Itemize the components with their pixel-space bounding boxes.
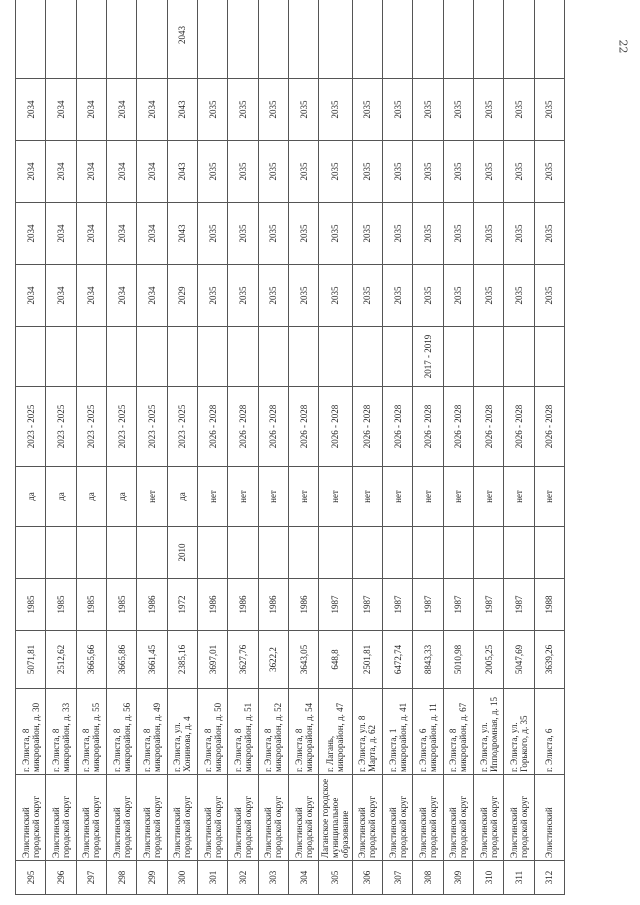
schedule-cell: 2035 [228, 79, 258, 141]
address-cell: г. Элиста, 8 микрорайон, д. 51 [228, 689, 258, 775]
housing-repair-table [15, 0, 565, 895]
schedule-cell: 2043 [167, 203, 197, 265]
repair-year-cell [413, 527, 443, 579]
repair-year-cell [197, 527, 227, 579]
row-number-cell: 311 [504, 861, 534, 895]
table-row [319, 0, 352, 895]
row-number-cell: 304 [288, 861, 318, 895]
page-number: 22 [616, 39, 630, 54]
year-built-cell: 1987 [319, 579, 352, 631]
address-cell: г. Элиста, 6 микрорайон, д. 11 [413, 689, 443, 775]
schedule-cell: 2035 [413, 141, 443, 203]
row-number-cell: 306 [352, 861, 382, 895]
district-cell: Элистинский городской округ [352, 775, 382, 861]
repair-year-cell [46, 527, 76, 579]
schedule-cell: 2035 [197, 141, 227, 203]
repair-need-cell: да [167, 467, 197, 527]
district-cell: Элистинский городской округ [443, 775, 473, 861]
year-built-cell: 1985 [46, 579, 76, 631]
schedule-cell: 2034 [46, 79, 76, 141]
schedule-cell [137, 327, 167, 387]
schedule-cell: 2035 [504, 203, 534, 265]
repair-need-cell: нет [228, 467, 258, 527]
area-cell: 5010,98 [443, 631, 473, 689]
table-row [197, 0, 227, 895]
schedule-cell: 2034 [106, 79, 136, 141]
schedule-cell: 2035 [443, 265, 473, 327]
area-cell: 3665,66 [76, 631, 106, 689]
repair-year-cell [352, 527, 382, 579]
rotated-table-wrapper [15, 5, 565, 895]
row-number-cell: 297 [76, 861, 106, 895]
schedule-cell: 2035 [352, 79, 382, 141]
year-built-cell: 1987 [473, 579, 503, 631]
row-number-cell: 301 [197, 861, 227, 895]
schedule-cell: 2035 [534, 141, 564, 203]
schedule-cell: 2035 [534, 265, 564, 327]
schedule-cell [443, 327, 473, 387]
schedule-cell: 2034 [106, 141, 136, 203]
repair-need-cell: нет [258, 467, 288, 527]
row-number-cell: 300 [167, 861, 197, 895]
address-cell: г. Элиста, 8 микрорайон, д. 55 [76, 689, 106, 775]
area-cell: 3665,86 [106, 631, 136, 689]
area-cell: 3643,05 [288, 631, 318, 689]
schedule-cell: 2035 [473, 79, 503, 141]
schedule-cell: 2034 [46, 203, 76, 265]
schedule-cell: 2035 [473, 265, 503, 327]
repair-year-cell [76, 527, 106, 579]
schedule-cell: 2035 [382, 203, 412, 265]
schedule-cell: 2035 [473, 141, 503, 203]
repair-period-cell: 2026 - 2028 [288, 387, 318, 467]
table-row [288, 0, 318, 895]
schedule-cell: 2035 [382, 79, 412, 141]
area-cell: 8843,33 [413, 631, 443, 689]
schedule-cell: 2035 [504, 79, 534, 141]
repair-need-cell: нет [473, 467, 503, 527]
schedule-cell [473, 327, 503, 387]
district-cell: Лаганское городское муниципальное образование [319, 775, 352, 861]
schedule-cell [197, 327, 227, 387]
year-built-cell: 1986 [137, 579, 167, 631]
schedule-cell: 2035 [197, 203, 227, 265]
repair-period-cell: 2026 - 2028 [443, 387, 473, 467]
schedule-cell [319, 327, 352, 387]
schedule-cell: 2035 [534, 203, 564, 265]
table-row [137, 0, 167, 895]
area-cell: 2385,16 [167, 631, 197, 689]
row-number-cell: 295 [16, 861, 46, 895]
address-cell: г. Элиста, 8 микрорайон, д. 54 [288, 689, 318, 775]
repair-period-cell: 2026 - 2028 [413, 387, 443, 467]
repair-year-cell [228, 527, 258, 579]
schedule-cell [473, 0, 503, 79]
area-cell: 5047,69 [504, 631, 534, 689]
schedule-cell: 2043 [167, 79, 197, 141]
table-row [473, 0, 503, 895]
schedule-cell: 2035 [228, 265, 258, 327]
address-cell: г. Элиста, 8 микрорайон, д. 30 [16, 689, 46, 775]
schedule-cell [352, 327, 382, 387]
schedule-cell: 2035 [319, 265, 352, 327]
repair-period-cell: 2023 - 2025 [16, 387, 46, 467]
repair-year-cell: 2010 [167, 527, 197, 579]
schedule-cell: 2043 [167, 0, 197, 79]
schedule-cell: 2034 [106, 265, 136, 327]
year-built-cell: 1988 [534, 579, 564, 631]
district-cell: Элистинский городской округ [228, 775, 258, 861]
district-cell: Элистинский [534, 775, 564, 861]
schedule-cell: 2035 [352, 265, 382, 327]
schedule-cell: 2035 [319, 203, 352, 265]
schedule-cell: 2035 [228, 141, 258, 203]
repair-year-cell [288, 527, 318, 579]
schedule-cell: 2035 [197, 79, 227, 141]
repair-year-cell [137, 527, 167, 579]
table-row [106, 0, 136, 895]
row-number-cell: 312 [534, 861, 564, 895]
table-row [46, 0, 76, 895]
schedule-cell: 2035 [443, 79, 473, 141]
area-cell: 648,8 [319, 631, 352, 689]
area-cell: 5071,81 [16, 631, 46, 689]
repair-need-cell: нет [413, 467, 443, 527]
year-built-cell: 1985 [16, 579, 46, 631]
year-built-cell: 1986 [288, 579, 318, 631]
district-cell: Элистинский городской округ [382, 775, 412, 861]
schedule-cell: 2035 [382, 141, 412, 203]
table-row [16, 0, 46, 895]
schedule-cell [352, 0, 382, 79]
repair-period-cell: 2026 - 2028 [228, 387, 258, 467]
schedule-cell [197, 0, 227, 79]
schedule-cell: 2034 [16, 265, 46, 327]
repair-need-cell: да [16, 467, 46, 527]
schedule-cell [382, 327, 412, 387]
row-number-cell: 298 [106, 861, 136, 895]
schedule-cell [504, 327, 534, 387]
area-cell: 3622,2 [258, 631, 288, 689]
schedule-cell [167, 327, 197, 387]
schedule-cell: 2034 [137, 265, 167, 327]
repair-period-cell: 2023 - 2025 [76, 387, 106, 467]
schedule-cell: 2035 [413, 265, 443, 327]
schedule-cell [46, 327, 76, 387]
schedule-cell: 2035 [504, 141, 534, 203]
schedule-cell: 2035 [288, 203, 318, 265]
repair-year-cell [106, 527, 136, 579]
year-built-cell: 1985 [106, 579, 136, 631]
repair-need-cell: да [46, 467, 76, 527]
schedule-cell: 2034 [46, 265, 76, 327]
table-row [76, 0, 106, 895]
schedule-cell [137, 0, 167, 79]
repair-period-cell: 2023 - 2025 [167, 387, 197, 467]
schedule-cell: 2035 [382, 265, 412, 327]
schedule-cell: 2035 [352, 203, 382, 265]
repair-need-cell: нет [137, 467, 167, 527]
row-number-cell: 310 [473, 861, 503, 895]
district-cell: Элистинский городской округ [76, 775, 106, 861]
schedule-cell: 2035 [228, 203, 258, 265]
area-cell: 3639,26 [534, 631, 564, 689]
repair-period-cell: 2023 - 2025 [137, 387, 167, 467]
schedule-cell: 2035 [534, 79, 564, 141]
schedule-cell: 2035 [258, 203, 288, 265]
table-row [382, 0, 412, 895]
schedule-cell [228, 327, 258, 387]
repair-period-cell: 2023 - 2025 [46, 387, 76, 467]
schedule-cell: 2035 [443, 141, 473, 203]
district-cell: Элистинский городской округ [258, 775, 288, 861]
schedule-cell [534, 0, 564, 79]
address-cell: г. Элиста, 8 микрорайон, д. 50 [197, 689, 227, 775]
year-built-cell: 1986 [258, 579, 288, 631]
schedule-cell [258, 327, 288, 387]
repair-year-cell [504, 527, 534, 579]
schedule-cell: 2035 [443, 203, 473, 265]
year-built-cell: 1985 [76, 579, 106, 631]
year-built-cell: 1987 [504, 579, 534, 631]
repair-need-cell: да [106, 467, 136, 527]
address-cell: г. Элиста, ул. Горького, д. 35 [504, 689, 534, 775]
schedule-cell: 2035 [258, 265, 288, 327]
table-row [352, 0, 382, 895]
row-number-cell: 296 [46, 861, 76, 895]
row-number-cell: 303 [258, 861, 288, 895]
schedule-cell: 2034 [106, 203, 136, 265]
schedule-cell: 2034 [16, 141, 46, 203]
schedule-cell [288, 0, 318, 79]
schedule-cell [106, 0, 136, 79]
year-built-cell: 1987 [413, 579, 443, 631]
schedule-cell: 2035 [258, 79, 288, 141]
schedule-cell [443, 0, 473, 79]
row-number-cell: 309 [443, 861, 473, 895]
repair-year-cell [473, 527, 503, 579]
schedule-cell: 2034 [137, 141, 167, 203]
repair-need-cell: нет [504, 467, 534, 527]
schedule-cell [382, 0, 412, 79]
table-row [443, 0, 473, 895]
schedule-cell: 2035 [197, 265, 227, 327]
repair-year-cell [16, 527, 46, 579]
repair-period-cell: 2026 - 2028 [504, 387, 534, 467]
repair-year-cell [443, 527, 473, 579]
schedule-cell [288, 327, 318, 387]
table-row [228, 0, 258, 895]
district-cell: Элистинский городской округ [167, 775, 197, 861]
schedule-cell: 2034 [16, 79, 46, 141]
district-cell: Элистинский городской округ [197, 775, 227, 861]
schedule-cell [319, 0, 352, 79]
repair-period-cell: 2026 - 2028 [534, 387, 564, 467]
schedule-cell [106, 327, 136, 387]
row-number-cell: 308 [413, 861, 443, 895]
address-cell: г. Элиста, 8 микрорайон, д. 49 [137, 689, 167, 775]
repair-period-cell: 2026 - 2028 [473, 387, 503, 467]
district-cell: Элистинский городской округ [16, 775, 46, 861]
schedule-cell [258, 0, 288, 79]
schedule-cell [76, 0, 106, 79]
repair-need-cell: нет [534, 467, 564, 527]
schedule-cell [16, 327, 46, 387]
area-cell: 2501,81 [352, 631, 382, 689]
table-row [534, 0, 564, 895]
year-built-cell: 1986 [197, 579, 227, 631]
repair-period-cell: 2026 - 2028 [352, 387, 382, 467]
schedule-cell: 2029 [167, 265, 197, 327]
year-built-cell: 1986 [228, 579, 258, 631]
schedule-cell [413, 0, 443, 79]
schedule-cell: 2035 [288, 79, 318, 141]
address-cell: г. Элиста, 8 микрорайон, д. 56 [106, 689, 136, 775]
repair-period-cell: 2026 - 2028 [319, 387, 352, 467]
schedule-cell [46, 0, 76, 79]
district-cell: Элистинский городской округ [288, 775, 318, 861]
repair-need-cell: нет [197, 467, 227, 527]
repair-need-cell: нет [352, 467, 382, 527]
year-built-cell: 1987 [443, 579, 473, 631]
year-built-cell: 1987 [352, 579, 382, 631]
repair-year-cell [534, 527, 564, 579]
area-cell: 6472,74 [382, 631, 412, 689]
schedule-cell: 2035 [413, 79, 443, 141]
area-cell: 2005,25 [473, 631, 503, 689]
schedule-cell [76, 327, 106, 387]
district-cell: Элистинский городской округ [106, 775, 136, 861]
address-cell: г. Элиста, 8 микрорайон, д. 33 [46, 689, 76, 775]
schedule-cell [228, 0, 258, 79]
table-body [16, 0, 565, 895]
schedule-cell: 2034 [76, 141, 106, 203]
schedule-cell: 2035 [288, 141, 318, 203]
area-cell: 3627,76 [228, 631, 258, 689]
repair-year-cell [319, 527, 352, 579]
schedule-cell: 2035 [504, 265, 534, 327]
repair-need-cell: нет [288, 467, 318, 527]
schedule-cell: 2035 [319, 141, 352, 203]
table-row [258, 0, 288, 895]
address-cell: г. Лагань, микрорайон, д. 47 [319, 689, 352, 775]
schedule-cell [16, 0, 46, 79]
schedule-cell: 2034 [76, 203, 106, 265]
area-cell: 3661,45 [137, 631, 167, 689]
year-built-cell: 1987 [382, 579, 412, 631]
district-cell: Элистинский городской округ [413, 775, 443, 861]
repair-period-cell: 2023 - 2025 [106, 387, 136, 467]
district-cell: Элистинский городской округ [137, 775, 167, 861]
repair-period-cell: 2026 - 2028 [258, 387, 288, 467]
address-cell: г. Элиста, ул. Ипподромная, д. 15 [473, 689, 503, 775]
district-cell: Элистинский городской округ [46, 775, 76, 861]
address-cell: г. Элиста, 1 микрорайон, д. 41 [382, 689, 412, 775]
table-row [504, 0, 534, 895]
repair-need-cell: нет [319, 467, 352, 527]
address-cell: г. Элиста, 6 [534, 689, 564, 775]
district-cell: Элистинский городской округ [504, 775, 534, 861]
schedule-cell [534, 327, 564, 387]
repair-need-cell: нет [443, 467, 473, 527]
repair-year-cell [258, 527, 288, 579]
address-cell: г. Элиста, 8 микрорайон, д. 52 [258, 689, 288, 775]
schedule-cell: 2035 [352, 141, 382, 203]
schedule-cell: 2035 [413, 203, 443, 265]
schedule-cell: 2035 [288, 265, 318, 327]
year-built-cell: 1972 [167, 579, 197, 631]
schedule-cell: 2034 [137, 79, 167, 141]
row-number-cell: 299 [137, 861, 167, 895]
schedule-cell: 2017 - 2019 [413, 327, 443, 387]
table-row [413, 0, 443, 895]
repair-year-cell [382, 527, 412, 579]
schedule-cell: 2034 [137, 203, 167, 265]
schedule-cell: 2035 [319, 79, 352, 141]
row-number-cell: 305 [319, 861, 352, 895]
repair-period-cell: 2026 - 2028 [197, 387, 227, 467]
address-cell: г. Элиста, ул. Хонинова, д. 4 [167, 689, 197, 775]
address-cell: г. Элиста, ул. 8 Марта, д. 62 [352, 689, 382, 775]
repair-need-cell: нет [382, 467, 412, 527]
schedule-cell [504, 0, 534, 79]
district-cell: Элистинский городской округ [473, 775, 503, 861]
schedule-cell: 2034 [76, 79, 106, 141]
repair-need-cell: да [76, 467, 106, 527]
row-number-cell: 307 [382, 861, 412, 895]
schedule-cell: 2043 [167, 141, 197, 203]
address-cell: г. Элиста, 8 микрорайон, д. 67 [443, 689, 473, 775]
schedule-cell: 2034 [16, 203, 46, 265]
repair-period-cell: 2026 - 2028 [382, 387, 412, 467]
area-cell: 3697,01 [197, 631, 227, 689]
schedule-cell: 2034 [76, 265, 106, 327]
row-number-cell: 302 [228, 861, 258, 895]
schedule-cell: 2035 [473, 203, 503, 265]
table-row [167, 0, 197, 895]
area-cell: 2512,62 [46, 631, 76, 689]
schedule-cell: 2034 [46, 141, 76, 203]
schedule-cell: 2035 [258, 141, 288, 203]
